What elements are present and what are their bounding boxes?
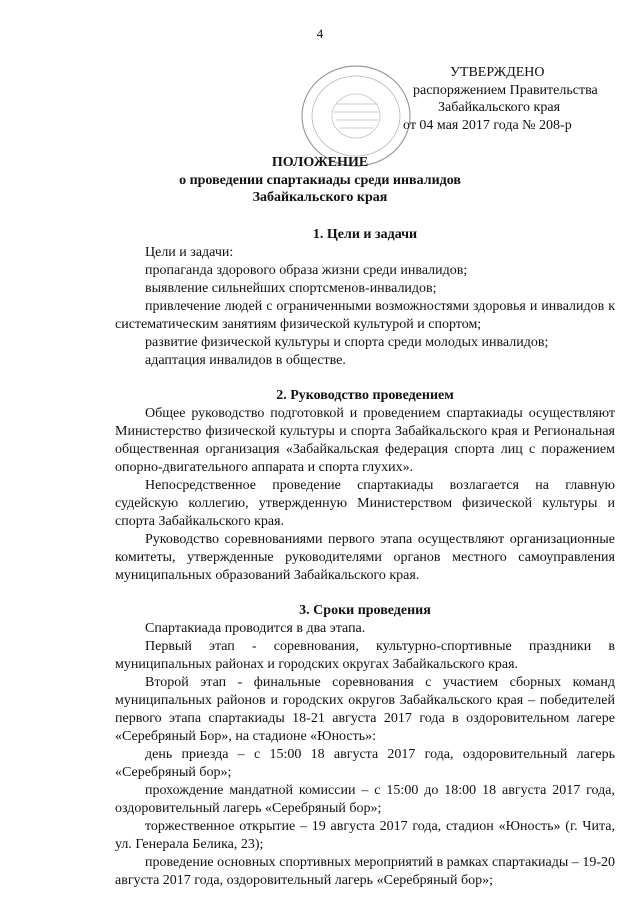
document-body: [115, 226, 615, 890]
section-3-paragraph: торжественное открытие – 19 августа 2017 года, стадион «Юность» (г. Чита, ул. Генерала Белика, 23);: [115, 819, 615, 852]
section-1-heading: 1. Цели и задачи: [312, 227, 418, 242]
section-1-item: выявление сильнейших спортсменов-инвалидов;: [145, 281, 437, 296]
section-1-item: пропаганда здорового образа жизни среди инвалидов;: [145, 263, 468, 278]
section-2-heading: 2. Руководство проведением: [276, 388, 454, 403]
section-3-paragraph: проведение основных спортивных мероприятий в рамках спартакиады – 19-20 августа 2017 года, оздоровительный лагерь «Серебряный бор»;: [115, 855, 615, 888]
approval-title: УТВЕРЖДЕНО: [450, 65, 545, 80]
document-subtitle-2: Забайкальского края: [252, 190, 388, 205]
section-1-item: адаптация инвалидов в обществе.: [145, 353, 346, 368]
document-title: ПОЛОЖЕНИЕ: [271, 155, 369, 170]
approval-line-2: Забайкальского края: [438, 100, 561, 115]
section-3-heading: 3. Сроки проведения: [299, 603, 431, 618]
section-3-paragraph: Второй этап - финальные соревнования с участием сборных команд муниципальных районов и городских округов Забайкальского края – победителей первого этапа спартакиады 18-21 августа 2017 года в оздоровительном лагере «Серебряный Бор», на стадионе «Юность»:: [115, 675, 615, 744]
section-1-item: развитие физической культуры и спорта среди молодых инвалидов;: [145, 335, 549, 350]
section-1-item: Цели и задачи:: [145, 245, 234, 260]
section-1-item: привлечение людей с ограниченными возможностями здоровья и инвалидов к систематическим занятиям физической культурой и спортом;: [115, 299, 615, 332]
section-3-paragraph: Первый этап - соревнования, культурно-спортивные праздники в муниципальных районах и городских округах Забайкальского края.: [115, 639, 615, 672]
approval-line-1: распоряжением Правительства: [413, 83, 598, 98]
section-2-paragraph: Руководство соревнованиями первого этапа осуществляют организационные комитеты, утвержденные руководителями органов местного самоуправления муниципальных образований Забайкальского края.: [115, 532, 615, 583]
section-2-paragraph: Непосредственное проведение спартакиады возлагается на главную судейскую коллегию, утвержденную Министерством физической культуры и спорта Забайкальского края.: [115, 478, 615, 529]
section-3-paragraph: Спартакиада проводится в два этапа.: [145, 621, 366, 636]
approval-line-3: от 04 мая 2017 года № 208-р: [403, 118, 572, 133]
section-3-paragraph: прохождение мандатной комиссии – с 15:00 до 18:00 18 августа 2017 года, оздоровительный лагерь «Серебряный бор»;: [115, 783, 615, 816]
section-3-paragraph: день приезда – с 15:00 18 августа 2017 года, оздоровительный лагерь «Серебряный бор»;: [115, 747, 615, 780]
seal-stamp-icon: [296, 60, 420, 170]
document-subtitle-1: о проведении спартакиады среди инвалидов: [179, 173, 461, 188]
section-2-paragraph: Общее руководство подготовкой и проведением спартакиады осуществляют Министерство физической культуры и спорта Забайкальского края и Региональная общественная организация «Забайкальская федерация спорта лиц с поражением опорно-двигательного аппарата и спорта глухих».: [115, 406, 615, 475]
page-number: 4: [316, 26, 324, 41]
